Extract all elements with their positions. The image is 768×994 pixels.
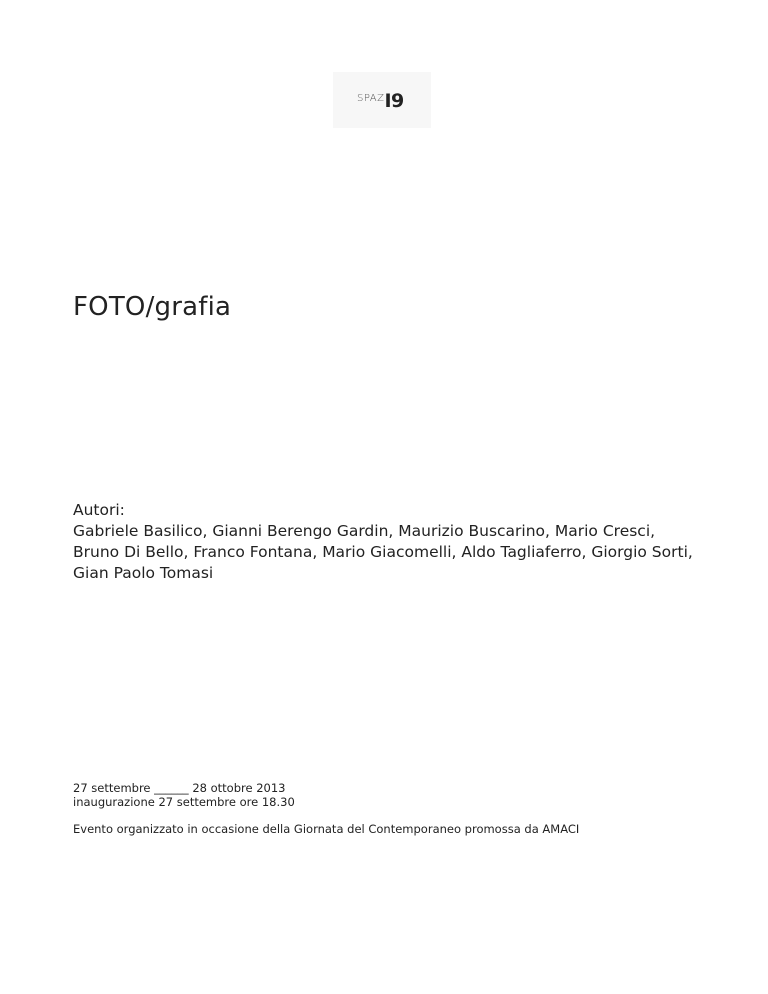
logo xyxy=(333,72,431,128)
opening-info: inaugurazione 27 settembre ore 18.30 xyxy=(73,795,295,809)
logo-small-text: SPAZ xyxy=(357,93,385,104)
page-title: FOTO/grafia xyxy=(73,292,232,322)
dates-section xyxy=(73,781,295,809)
date-range: 27 settembre ______ 28 ottobre 2013 xyxy=(73,781,286,795)
authors-label: Autori: xyxy=(73,501,125,519)
logo-big-text: I9 xyxy=(384,90,404,112)
logo-text xyxy=(357,90,404,112)
authors-section xyxy=(73,500,693,584)
authors-names: Gabriele Basilico, Gianni Berengo Gardin, Maurizio Buscarino, Mario Cresci, Bruno Di Bello, Franco Fontana, Mario Giacomelli, Aldo Tagliaferro, Giorgio Sorti, Gian Paolo Tomasi xyxy=(73,522,693,582)
event-note: Evento organizzato in occasione della Giornata del Contemporaneo promossa da AMACI xyxy=(73,822,580,836)
